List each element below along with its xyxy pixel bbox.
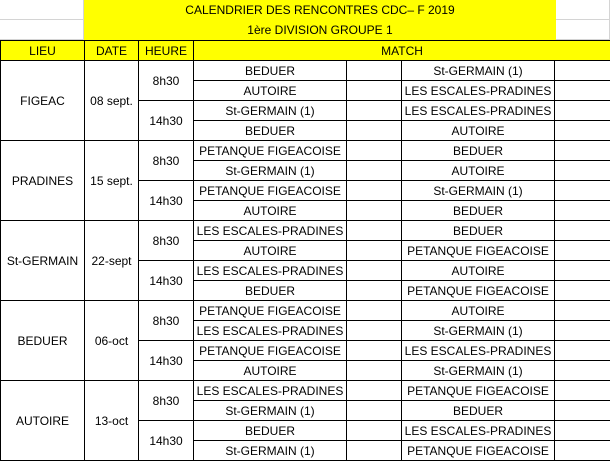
home-team-cell[interactable]: AUTOIRE — [194, 81, 347, 101]
score-cell[interactable] — [347, 181, 402, 201]
home-team-cell[interactable]: LES ESCALES-PRADINES — [194, 381, 347, 401]
score-cell[interactable] — [347, 161, 402, 181]
empty-cell[interactable] — [0, 20, 84, 40]
away-team-cell[interactable]: PETANQUE FIGEACOISE — [402, 281, 555, 301]
table-row — [1, 381, 610, 401]
away-team-cell[interactable]: AUTOIRE — [402, 161, 555, 181]
home-team-cell[interactable]: PETANQUE FIGEACOISE — [194, 181, 347, 201]
away-team-cell[interactable]: AUTOIRE — [402, 121, 555, 141]
home-team-cell[interactable]: AUTOIRE — [194, 361, 347, 381]
score-cell[interactable] — [555, 61, 610, 81]
date-cell[interactable]: 13-oct — [85, 381, 139, 461]
score-cell[interactable] — [555, 401, 610, 421]
date-cell[interactable]: 22-sept — [85, 221, 139, 301]
away-team-cell[interactable]: BEDUER — [402, 141, 555, 161]
score-cell[interactable] — [347, 301, 402, 321]
score-cell[interactable] — [347, 241, 402, 261]
venue-cell[interactable]: FIGEAC — [1, 61, 85, 141]
empty-cell[interactable] — [556, 20, 610, 40]
score-cell[interactable] — [555, 161, 610, 181]
away-team-cell[interactable]: LES ESCALES-PRADINES — [402, 101, 555, 121]
score-cell[interactable] — [347, 381, 402, 401]
home-team-cell[interactable]: LES ESCALES-PRADINES — [194, 221, 347, 241]
time-cell[interactable]: 14h30 — [139, 181, 194, 221]
header-match[interactable]: MATCH — [194, 41, 610, 61]
score-cell[interactable] — [347, 201, 402, 221]
score-cell[interactable] — [555, 381, 610, 401]
home-team-cell[interactable]: St-GERMAIN (1) — [194, 401, 347, 421]
away-team-cell[interactable]: St-GERMAIN (1) — [402, 61, 555, 81]
score-cell[interactable] — [555, 341, 610, 361]
table-row — [1, 61, 610, 81]
away-team-cell[interactable]: St-GERMAIN (1) — [402, 361, 555, 381]
table-row — [1, 141, 610, 161]
away-team-cell[interactable]: LES ESCALES-PRADINES — [402, 81, 555, 101]
score-cell[interactable] — [347, 321, 402, 341]
table-row — [1, 221, 610, 241]
venue-cell[interactable]: St-GERMAIN — [1, 221, 85, 301]
score-cell[interactable] — [555, 81, 610, 101]
header-row — [1, 41, 610, 61]
away-team-cell[interactable]: LES ESCALES-PRADINES — [402, 421, 555, 441]
score-cell[interactable] — [555, 441, 610, 461]
date-cell[interactable]: 08 sept. — [85, 61, 139, 141]
score-cell[interactable] — [347, 261, 402, 281]
score-cell[interactable] — [555, 301, 610, 321]
score-cell[interactable] — [347, 221, 402, 241]
score-cell[interactable] — [555, 141, 610, 161]
away-team-cell[interactable]: AUTOIRE — [402, 301, 555, 321]
time-cell[interactable]: 14h30 — [139, 101, 194, 141]
home-team-cell[interactable]: AUTOIRE — [194, 241, 347, 261]
score-cell[interactable] — [347, 121, 402, 141]
away-team-cell[interactable]: BEDUER — [402, 221, 555, 241]
home-team-cell[interactable]: BEDUER — [194, 121, 347, 141]
table-row — [1, 301, 610, 321]
home-team-cell[interactable]: BEDUER — [194, 61, 347, 81]
home-team-cell[interactable]: St-GERMAIN (1) — [194, 441, 347, 461]
score-cell[interactable] — [347, 281, 402, 301]
away-team-cell[interactable]: St-GERMAIN (1) — [402, 321, 555, 341]
score-cell[interactable] — [555, 241, 610, 261]
score-cell[interactable] — [347, 141, 402, 161]
venue-cell[interactable]: BEDUER — [1, 301, 85, 381]
away-team-cell[interactable]: BEDUER — [402, 401, 555, 421]
away-team-cell[interactable]: PETANQUE FIGEACOISE — [402, 241, 555, 261]
score-cell[interactable] — [347, 101, 402, 121]
home-team-cell[interactable]: AUTOIRE — [194, 201, 347, 221]
time-cell[interactable]: 14h30 — [139, 261, 194, 301]
home-team-cell[interactable]: LES ESCALES-PRADINES — [194, 321, 347, 341]
header-lieu[interactable]: LIEU — [1, 41, 85, 61]
score-cell[interactable] — [555, 221, 610, 241]
score-cell[interactable] — [555, 361, 610, 381]
venue-cell[interactable]: AUTOIRE — [1, 381, 85, 461]
calendar-title-block[interactable] — [84, 0, 556, 40]
score-cell[interactable] — [347, 441, 402, 461]
home-team-cell[interactable]: BEDUER — [194, 421, 347, 441]
score-cell[interactable] — [555, 281, 610, 301]
score-cell[interactable] — [555, 121, 610, 141]
time-cell[interactable]: 14h30 — [139, 341, 194, 381]
away-team-cell[interactable]: St-GERMAIN (1) — [402, 181, 555, 201]
home-team-cell[interactable]: LES ESCALES-PRADINES — [194, 261, 347, 281]
away-team-cell[interactable]: LES ESCALES-PRADINES — [402, 341, 555, 361]
home-team-cell[interactable]: PETANQUE FIGEACOISE — [194, 141, 347, 161]
away-team-cell[interactable]: BEDUER — [402, 201, 555, 221]
header-heure[interactable]: HEURE — [139, 41, 194, 61]
home-team-cell[interactable]: St-GERMAIN (1) — [194, 161, 347, 181]
schedule-body — [1, 61, 610, 461]
home-team-cell[interactable]: PETANQUE FIGEACOISE — [194, 341, 347, 361]
time-cell[interactable]: 8h30 — [139, 381, 194, 421]
header-date[interactable]: DATE — [85, 41, 139, 61]
home-team-cell[interactable]: PETANQUE FIGEACOISE — [194, 301, 347, 321]
score-cell[interactable] — [555, 421, 610, 441]
venue-cell[interactable]: PRADINES — [1, 141, 85, 221]
score-cell[interactable] — [555, 181, 610, 201]
away-team-cell[interactable]: PETANQUE FIGEACOISE — [402, 381, 555, 401]
score-cell[interactable] — [555, 261, 610, 281]
calendar-title: CALENDRIER DES RENCONTRES CDC– F 2019 — [185, 3, 455, 17]
score-cell[interactable] — [347, 401, 402, 421]
date-cell[interactable]: 15 sept. — [85, 141, 139, 221]
time-cell[interactable]: 14h30 — [139, 421, 194, 461]
empty-cell[interactable] — [556, 0, 610, 20]
time-cell[interactable]: 8h30 — [139, 301, 194, 341]
time-cell[interactable]: 8h30 — [139, 141, 194, 181]
score-cell[interactable] — [555, 201, 610, 221]
score-cell[interactable] — [347, 81, 402, 101]
home-team-cell[interactable]: St-GERMAIN (1) — [194, 101, 347, 121]
home-team-cell[interactable]: BEDUER — [194, 281, 347, 301]
time-cell[interactable]: 8h30 — [139, 221, 194, 261]
away-team-cell[interactable]: PETANQUE FIGEACOISE — [402, 441, 555, 461]
score-cell[interactable] — [347, 421, 402, 441]
away-team-cell[interactable]: AUTOIRE — [402, 261, 555, 281]
division-subtitle: 1ère DIVISION GROUPE 1 — [247, 23, 393, 37]
schedule-table — [0, 40, 610, 461]
time-cell[interactable]: 8h30 — [139, 61, 194, 101]
empty-cell[interactable] — [0, 0, 84, 20]
score-cell[interactable] — [555, 321, 610, 341]
date-cell[interactable]: 06-oct — [85, 301, 139, 381]
score-cell[interactable] — [555, 101, 610, 121]
score-cell[interactable] — [347, 341, 402, 361]
score-cell[interactable] — [347, 61, 402, 81]
score-cell[interactable] — [347, 361, 402, 381]
